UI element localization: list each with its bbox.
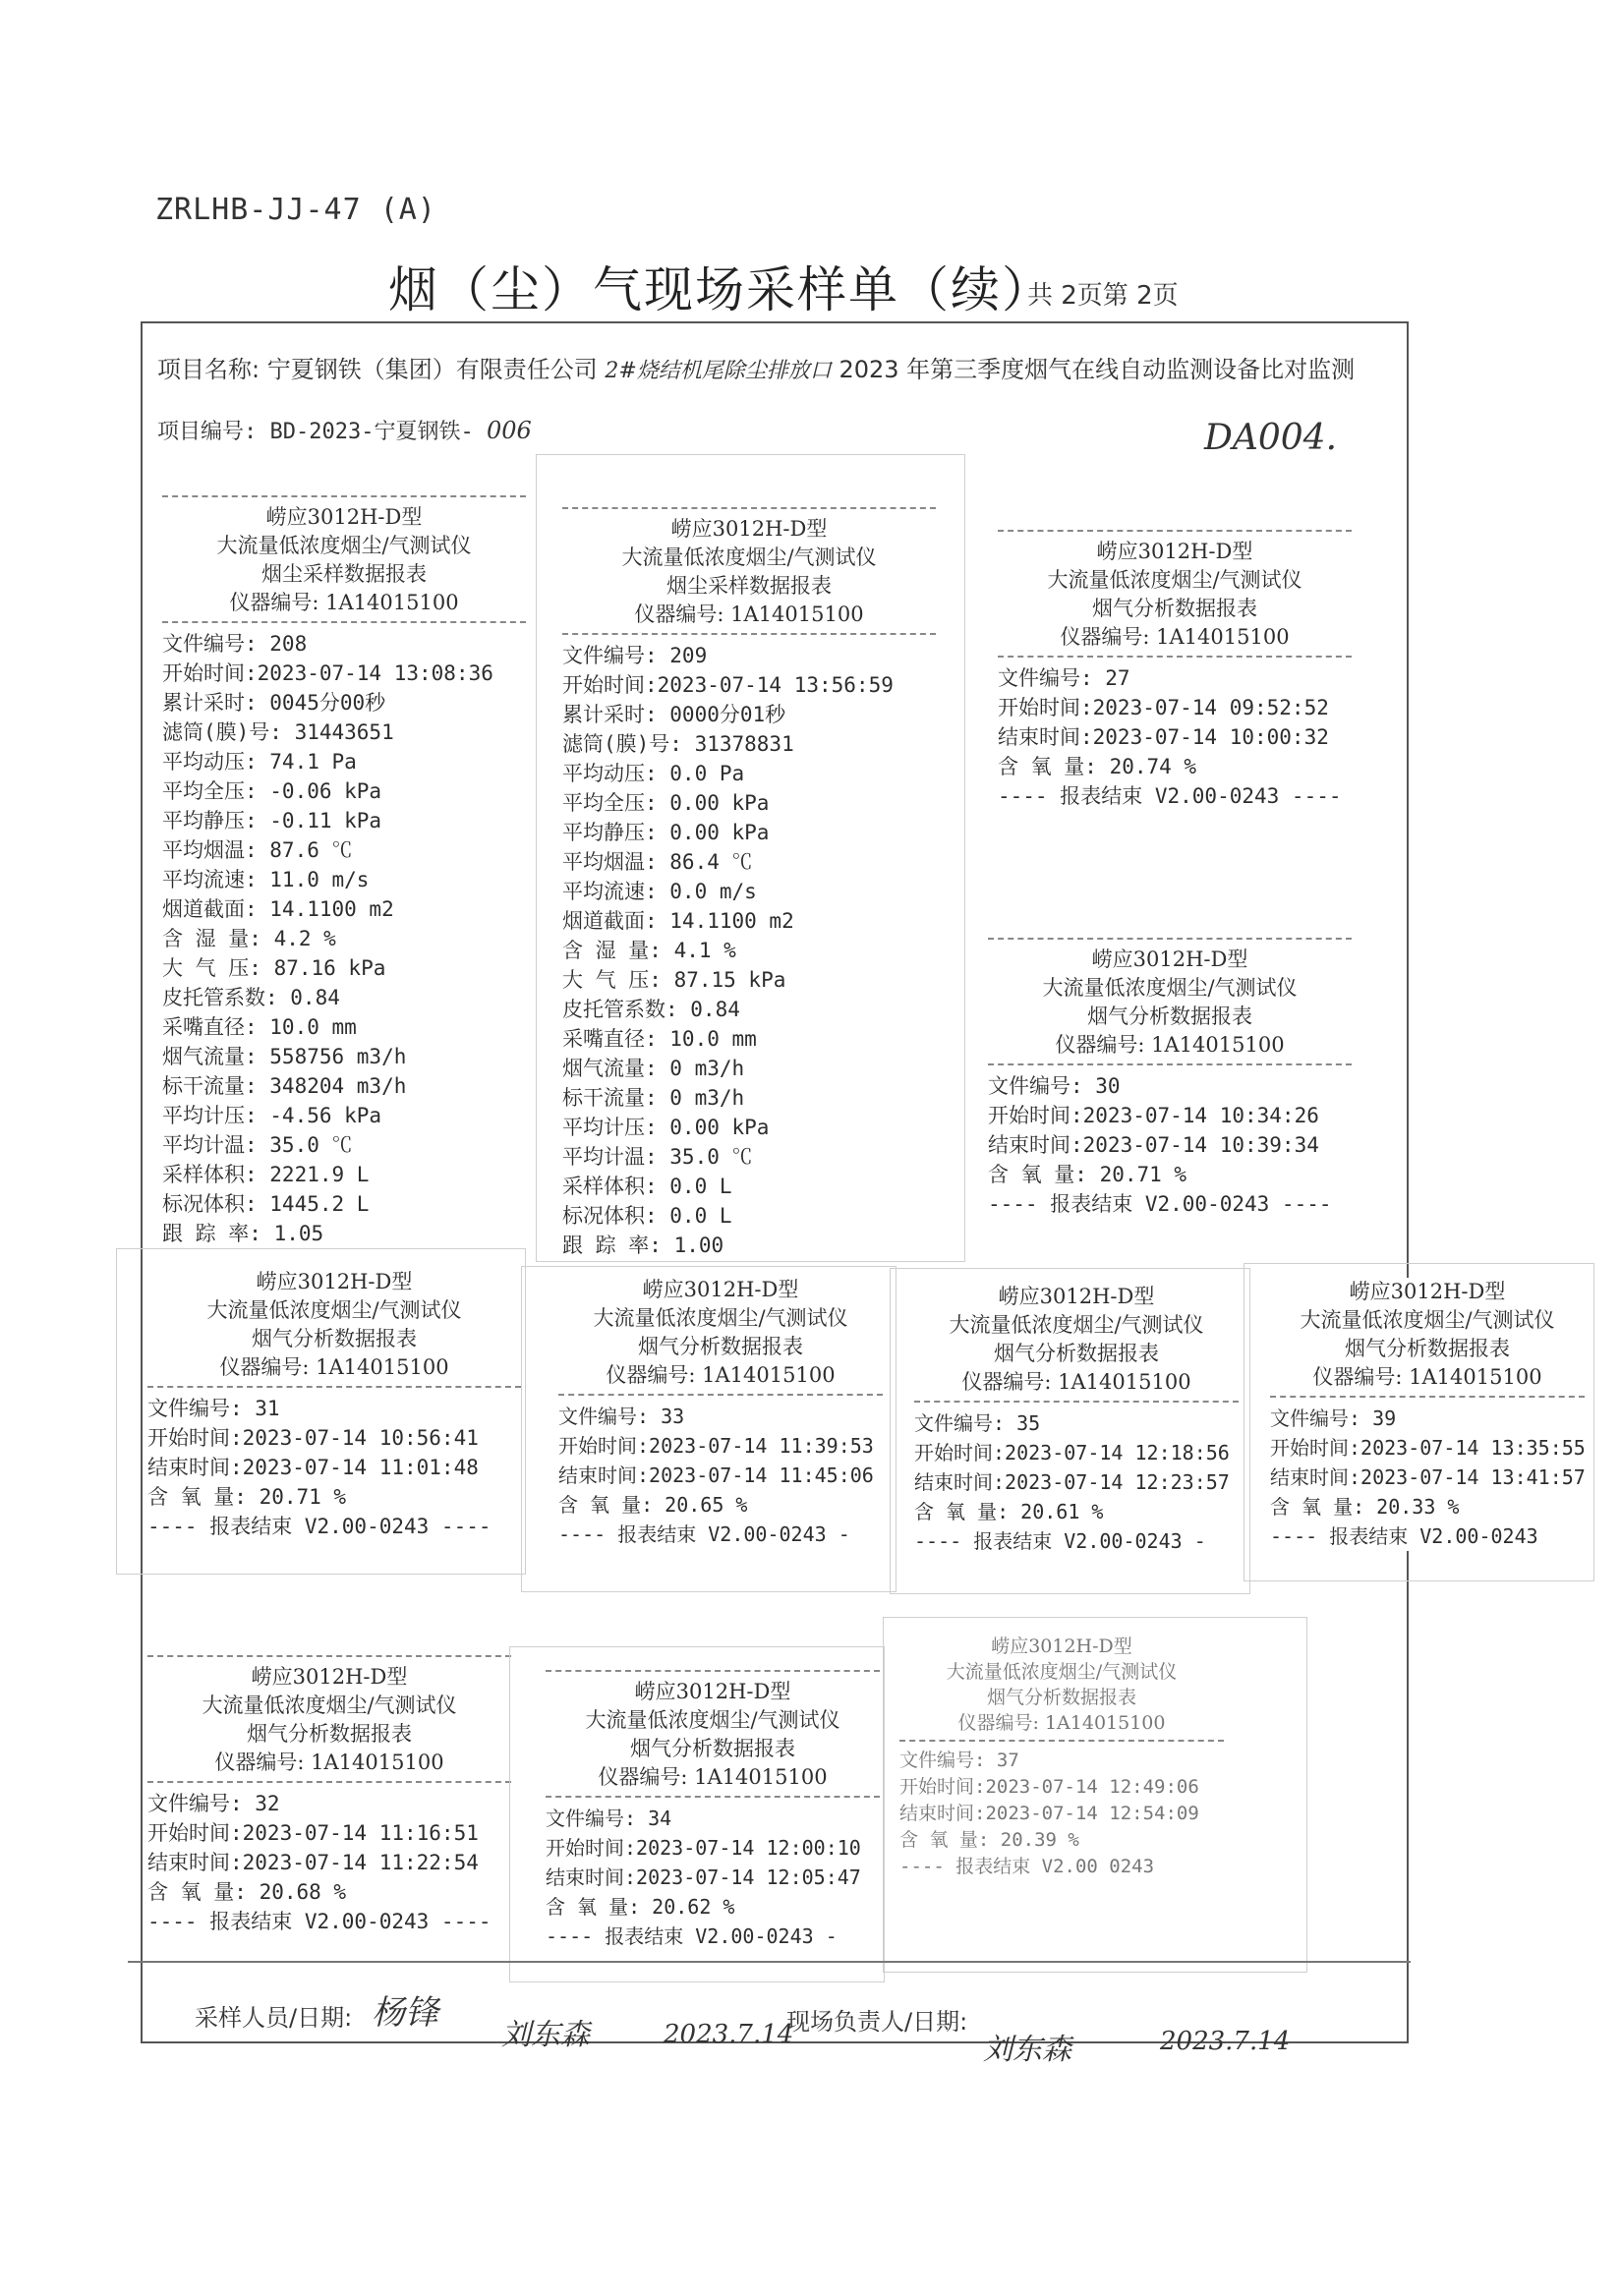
sampler-label: 采样人员/日期: [195,2004,353,2032]
report-footer: ---- 报表结束 V2.00-0243 ---- [147,1910,492,1933]
site-leader-date: 2023.7.14 [1160,2027,1291,2056]
dashed-rule [914,1401,1239,1403]
report-row: 累计采时: 0000分01秒 [562,703,786,726]
form-code: ZRLHB-JJ-47 (A) [155,193,436,227]
report-file-no: 文件编号: 31 [147,1397,280,1420]
report-row: 平均静压: -0.11 kPa [162,809,382,832]
report-row: 含 湿 量: 4.1 % [562,939,736,962]
report-row: 标况体积: 1445.2 L [162,1192,370,1216]
project-name-label: 项目名称: [157,356,260,383]
report-device-no: 仪器编号: 1A14015100 [214,1751,444,1774]
report-instrument: 大流量低浓度烟尘/气测试仪 [216,534,472,557]
report-device-no: 仪器编号: 1A14015100 [229,591,459,614]
report-file-no: 文件编号: 27 [998,666,1130,690]
report-row: 烟道截面: 14.1100 m2 [562,909,794,933]
report-row: 采样体积: 2221.9 L [162,1163,370,1186]
report-oxygen: 含 氧 量: 20.61 % [914,1500,1104,1523]
gas-report [1270,1278,1585,1551]
report-start-time: 开始时间:2023-07-14 12:00:10 [546,1836,861,1860]
report-row: 标干流量: 348204 m3/h [162,1074,407,1098]
report-footer: ---- 报表结束 V2.00-0243 - [546,1924,838,1948]
report-row: 采嘴直径: 10.0 mm [562,1027,757,1051]
report-row: 开始时间:2023-07-14 13:08:36 [162,661,493,685]
dashed-rule [162,495,526,497]
report-oxygen: 含 氧 量: 20.68 % [147,1880,347,1904]
report-start-time: 开始时间:2023-07-14 10:56:41 [147,1426,479,1450]
report-oxygen: 含 氧 量: 20.71 % [988,1163,1187,1186]
report-start-time: 开始时间:2023-07-14 09:52:52 [998,696,1329,719]
report-type: 烟尘采样数据报表 [261,562,427,586]
report-row: 平均全压: -0.06 kPa [162,779,382,803]
report-row: 平均计温: 35.0 ℃ [162,1133,353,1157]
dashed-rule [988,938,1352,940]
project-name-suffix: 2023 年第三季度烟气在线自动监测设备比对监测 [839,356,1356,383]
report-end-time: 结束时间:2023-07-14 13:41:57 [1270,1465,1586,1489]
report-row: 采嘴直径: 10.0 mm [162,1015,357,1039]
report-oxygen: 含 氧 量: 20.39 % [899,1829,1079,1851]
report-row: 滤筒(膜)号: 31378831 [562,732,794,756]
report-instrument: 大流量低浓度烟尘/气测试仪 [593,1306,848,1330]
report-row: 标况体积: 0.0 L [562,1204,732,1228]
report-footer: ---- 报表结束 V2.00-0243 - [914,1529,1206,1553]
project-no-line [157,415,532,445]
report-row: 文件编号: 208 [162,632,308,656]
project-no-handwritten: 006 [486,417,532,444]
report-row: 平均静压: 0.00 kPa [562,821,770,844]
report-model: 崂应3012H-D型 [642,1278,799,1301]
report-row: 平均全压: 0.00 kPa [562,791,770,815]
report-instrument: 大流量低浓度烟尘/气测试仪 [949,1313,1204,1337]
report-model: 崂应3012H-D型 [251,1665,408,1689]
report-row: 平均烟温: 87.6 ℃ [162,838,353,862]
report-row: 平均烟温: 86.4 ℃ [562,850,753,874]
report-instrument: 大流量低浓度烟尘/气测试仪 [585,1708,840,1732]
report-oxygen: 含 氧 量: 20.74 % [998,755,1197,778]
dashed-rule [899,1740,1224,1742]
report-start-time: 开始时间:2023-07-14 11:16:51 [147,1821,479,1845]
project-name-handwritten: 2#烧结机尾除尘排放口 [605,359,832,383]
report-model: 崂应3012H-D型 [256,1270,413,1293]
report-footer: ---- 报表结束 V2.00-0243 ---- [988,1192,1332,1216]
report-model: 崂应3012H-D型 [634,1680,791,1703]
report-device-no: 仪器编号: 1A14015100 [598,1765,828,1789]
report-row: 开始时间:2023-07-14 13:56:59 [562,673,894,697]
report-end-time: 结束时间:2023-07-14 10:39:34 [988,1133,1319,1157]
report-row: 大 气 压: 87.15 kPa [562,968,786,992]
report-footer: ---- 报表结束 V2.00-0243 ---- [998,784,1342,808]
dashed-rule [1270,1396,1585,1398]
gas-report [147,1268,521,1541]
report-type: 烟气分析数据报表 [638,1335,803,1358]
report-row: 滤筒(膜)号: 31443651 [162,720,394,744]
report-start-time: 开始时间:2023-07-14 12:18:56 [914,1441,1230,1464]
report-end-time: 结束时间:2023-07-14 12:54:09 [899,1803,1199,1824]
gas-report [914,1283,1239,1556]
project-name-line [157,350,1355,384]
report-type: 烟气分析数据报表 [986,1687,1136,1708]
report-type: 烟气分析数据报表 [994,1342,1159,1365]
report-model: 崂应3012H-D型 [1349,1280,1506,1303]
report-device-no: 仪器编号: 1A14015100 [1055,1033,1285,1057]
report-footer: ---- 报表结束 V2.00-0243 ---- [147,1515,492,1538]
report-footer: ---- 报表结束 V2.00-0243 [1270,1524,1538,1548]
dust-report [562,503,936,1260]
report-device-no: 仪器编号: 1A14015100 [606,1363,836,1387]
dashed-rule [998,530,1352,532]
report-file-no: 文件编号: 37 [899,1750,1019,1771]
project-no-label: 项目编号: [157,420,258,444]
report-type: 烟气分析数据报表 [630,1737,795,1760]
report-start-time: 开始时间:2023-07-14 11:39:53 [558,1434,874,1458]
report-instrument: 大流量低浓度烟尘/气测试仪 [621,545,877,569]
report-start-time: 开始时间:2023-07-14 12:49:06 [899,1776,1199,1798]
report-instrument: 大流量低浓度烟尘/气测试仪 [206,1298,462,1322]
report-row: 平均流速: 11.0 m/s [162,868,370,891]
report-oxygen: 含 氧 量: 20.62 % [546,1895,735,1919]
report-device-no: 仪器编号: 1A14015100 [634,603,864,626]
report-row: 平均动压: 74.1 Pa [162,750,357,774]
dashed-rule [162,621,526,623]
report-footer: ---- 报表结束 V2.00 0243 [899,1856,1155,1877]
report-end-time: 结束时间:2023-07-14 11:45:06 [558,1464,874,1487]
report-end-time: 结束时间:2023-07-14 10:00:32 [998,725,1329,749]
dust-report [162,491,526,1248]
dashed-rule [988,1063,1352,1065]
report-instrument: 大流量低浓度烟尘/气测试仪 [1300,1308,1555,1332]
dashed-rule [147,1781,511,1783]
report-end-time: 结束时间:2023-07-14 11:01:48 [147,1456,479,1479]
report-row: 含 湿 量: 4.2 % [162,927,336,950]
report-row: 跟 踪 率: 1.00 [562,1234,724,1257]
site-leader-signature: 刘东森 [983,2033,1071,2067]
report-row: 烟气流量: 0 m3/h [562,1057,745,1080]
report-row: 大 气 压: 87.16 kPa [162,956,386,980]
report-file-no: 文件编号: 34 [546,1807,672,1830]
report-row: 标干流量: 0 m3/h [562,1086,745,1110]
document-title: 烟（尘）气现场采样单（续） [388,261,1053,318]
report-row: 烟道截面: 14.1100 m2 [162,897,394,921]
report-start-time: 开始时间:2023-07-14 10:34:26 [988,1104,1319,1127]
report-oxygen: 含 氧 量: 20.71 % [147,1485,347,1509]
report-instrument: 大流量低浓度烟尘/气测试仪 [1042,976,1298,1000]
report-type: 烟气分析数据报表 [1092,597,1257,620]
report-device-no: 仪器编号: 1A14015100 [957,1712,1166,1734]
report-file-no: 文件编号: 32 [147,1792,280,1815]
report-row: 平均计温: 35.0 ℃ [562,1145,753,1169]
report-device-no: 仪器编号: 1A14015100 [1312,1365,1542,1389]
gas-report [988,934,1352,1219]
report-type: 烟气分析数据报表 [1345,1337,1510,1360]
report-file-no: 文件编号: 39 [1270,1406,1397,1430]
dashed-rule [147,1655,511,1657]
dashed-rule [562,507,936,509]
report-start-time: 开始时间:2023-07-14 13:35:55 [1270,1436,1586,1460]
report-row: 累计采时: 0045分00秒 [162,691,386,715]
sampler-signature-1: 杨锋 [372,1993,438,2033]
page-info: 共 2页第 2页 [1027,281,1179,311]
dashed-rule [998,656,1352,658]
report-end-time: 结束时间:2023-07-14 11:22:54 [147,1851,479,1874]
report-instrument: 大流量低浓度烟尘/气测试仪 [202,1693,457,1717]
monitoring-point-handwritten: DA004. [1204,418,1338,458]
report-oxygen: 含 氧 量: 20.65 % [558,1493,748,1517]
report-row: 文件编号: 209 [562,644,708,667]
gas-report-faded [899,1634,1224,1880]
sampler-signature-2: 刘东森 [501,2018,590,2052]
report-row: 平均动压: 0.0 Pa [562,762,745,785]
report-end-time: 结束时间:2023-07-14 12:23:57 [914,1470,1230,1494]
dashed-rule [546,1796,880,1798]
report-row: 烟气流量: 558756 m3/h [162,1045,407,1068]
report-row: 采样体积: 0.0 L [562,1175,732,1198]
report-model: 崂应3012H-D型 [1091,947,1248,971]
report-model: 崂应3012H-D型 [991,1636,1132,1657]
report-device-no: 仪器编号: 1A14015100 [219,1355,449,1379]
report-row: 皮托管系数: 0.84 [162,986,340,1009]
report-footer: ---- 报表结束 V2.00-0243 - [558,1522,850,1546]
project-no-value: BD-2023-宁夏钢铁- [269,420,474,444]
report-file-no: 文件编号: 30 [988,1074,1121,1098]
report-row: 平均流速: 0.0 m/s [562,880,757,903]
gas-report [546,1666,880,1951]
report-row: 平均计压: 0.00 kPa [562,1116,770,1139]
gas-report [558,1276,883,1549]
report-row: 皮托管系数: 0.84 [562,998,740,1021]
report-instrument: 大流量低浓度烟尘/气测试仪 [946,1661,1178,1683]
report-type: 烟气分析数据报表 [252,1327,417,1350]
report-row: 平均计压: -4.56 kPa [162,1104,382,1127]
report-end-time: 结束时间:2023-07-14 12:05:47 [546,1866,861,1889]
report-model: 崂应3012H-D型 [670,517,828,541]
gas-report [998,526,1352,811]
dashed-rule [147,1386,521,1388]
report-model: 崂应3012H-D型 [998,1285,1155,1308]
report-file-no: 文件编号: 33 [558,1405,685,1428]
report-type: 烟尘采样数据报表 [666,574,832,598]
report-instrument: 大流量低浓度烟尘/气测试仪 [1047,568,1302,592]
report-model: 崂应3012H-D型 [265,505,423,529]
report-type: 烟气分析数据报表 [1087,1004,1252,1028]
report-type: 烟气分析数据报表 [247,1722,412,1746]
dashed-rule [558,1394,883,1396]
sampler-date: 2023.7.14 [664,2020,794,2049]
report-row: 跟 踪 率: 1.05 [162,1222,324,1245]
report-device-no: 仪器编号: 1A14015100 [1060,625,1290,649]
site-leader-label: 现场负责人/日期: [786,2008,968,2036]
gas-report [147,1651,511,1936]
report-device-no: 仪器编号: 1A14015100 [961,1370,1191,1394]
project-name-value: 宁夏钢铁（集团）有限责任公司 [266,356,598,383]
dashed-rule [546,1670,880,1672]
report-model: 崂应3012H-D型 [1096,540,1253,563]
report-file-no: 文件编号: 35 [914,1411,1041,1435]
dashed-rule [562,633,936,635]
report-oxygen: 含 氧 量: 20.33 % [1270,1495,1460,1519]
